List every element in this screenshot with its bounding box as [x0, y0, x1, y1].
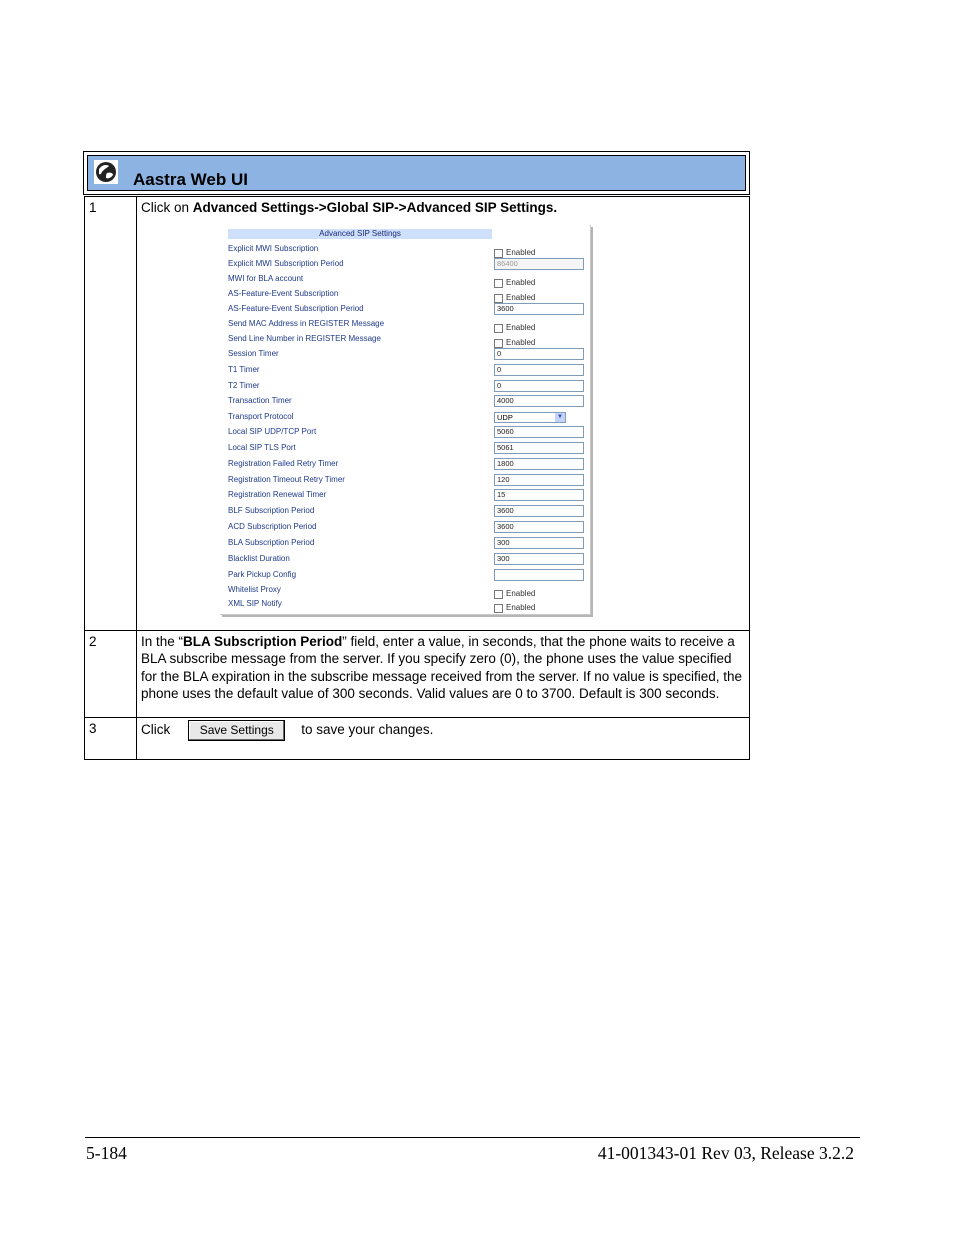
setting-input[interactable]: 3600: [494, 521, 584, 533]
step-text: to save your changes.: [301, 722, 434, 738]
select-value: UDP: [497, 413, 513, 423]
setting-label: MWI for BLA account: [228, 274, 304, 284]
setting-label: Transaction Timer: [228, 396, 292, 406]
step-text: Click: [141, 722, 171, 738]
setting-label: Send Line Number in REGISTER Message: [228, 334, 381, 344]
step-number: 3: [85, 718, 137, 760]
setting-input[interactable]: 0: [494, 380, 584, 392]
setting-label: T2 Timer: [228, 381, 260, 391]
setting-label: Registration Timeout Retry Timer: [228, 475, 345, 485]
checkbox-box[interactable]: [494, 294, 503, 303]
setting-label: Local SIP UDP/TCP Port: [228, 427, 317, 437]
setting-input[interactable]: 120: [494, 474, 584, 486]
setting-input[interactable]: 4000: [494, 395, 584, 407]
setting-label: Send MAC Address in REGISTER Message: [228, 319, 385, 329]
step-text: In the “: [141, 634, 184, 649]
setting-label: Transport Protocol: [228, 412, 294, 422]
step-number: 2: [85, 631, 137, 718]
step-number: 1: [85, 197, 137, 631]
field-name: BLA Subscription Period: [183, 634, 343, 649]
checkbox-label: Enabled: [506, 323, 536, 333]
setting-select[interactable]: [494, 412, 566, 423]
setting-input[interactable]: 3600: [494, 505, 584, 517]
checkbox-box[interactable]: [494, 249, 503, 258]
setting-input[interactable]: 15: [494, 489, 584, 501]
aastra-web-ui-header: [83, 151, 750, 195]
setting-label: Local SIP TLS Port: [228, 443, 296, 453]
checkbox-box[interactable]: [494, 604, 503, 613]
setting-label: Registration Renewal Timer: [228, 490, 327, 500]
header-title: Aastra Web UI: [133, 170, 248, 189]
setting-label: Explicit MWI Subscription Period: [228, 259, 344, 269]
setting-input[interactable]: [494, 569, 584, 581]
document-id: 41-001343-01 Rev 03, Release 3.2.2: [597, 1143, 854, 1163]
setting-input[interactable]: 300: [494, 537, 584, 549]
page-number: 5-184: [86, 1143, 127, 1163]
checkbox-label: Enabled: [506, 248, 536, 258]
setting-label: Registration Failed Retry Timer: [228, 459, 339, 469]
setting-input[interactable]: 300: [494, 553, 584, 565]
setting-label: Explicit MWI Subscription: [228, 244, 319, 254]
setting-label: XML SIP Notify: [228, 599, 282, 609]
setting-input[interactable]: 5061: [494, 442, 584, 454]
checkbox-box[interactable]: [494, 324, 503, 333]
setting-label: Blacklist Duration: [228, 554, 290, 564]
table-row: [85, 197, 750, 631]
globe-icon: [94, 160, 118, 184]
steps-table: [84, 196, 750, 760]
setting-input[interactable]: 3600: [494, 303, 584, 315]
table-row: [85, 631, 750, 718]
footer-rule: [85, 1137, 860, 1138]
setting-label: Whitelist Proxy: [228, 585, 281, 595]
setting-input[interactable]: 0: [494, 364, 584, 376]
step-menu-path: Advanced Settings->Global SIP->Advanced SIP Settings.: [192, 200, 558, 215]
setting-input[interactable]: 0: [494, 348, 584, 360]
save-settings-button[interactable]: Save Settings: [188, 720, 285, 741]
step-text: ” field, enter a value, in seconds, that the phone waits to receive a BLA subscribe message from the server. If you specify zero (0), the phone uses the value specified for the BLA expiration in the subscribe message received from the server. If no value is specified, the phone uses the default value of 300 seconds. Valid values are 0 to 3700. Default is 300 seconds.: [141, 634, 743, 701]
step-content: [137, 197, 750, 631]
setting-label: AS-Feature-Event Subscription: [228, 289, 339, 299]
setting-label: AS-Feature-Event Subscription Period: [228, 304, 364, 314]
setting-input[interactable]: 86400: [494, 258, 584, 270]
checkbox-label: Enabled: [506, 293, 536, 303]
setting-input[interactable]: 5060: [494, 426, 584, 438]
setting-input[interactable]: 1800: [494, 458, 584, 470]
step-text: Click on: [141, 200, 193, 215]
setting-label: Park Pickup Config: [228, 570, 297, 580]
checkbox-label: Enabled: [506, 603, 536, 613]
setting-label: T1 Timer: [228, 365, 260, 375]
checkbox-label: Enabled: [506, 278, 536, 288]
step-content: [137, 718, 750, 760]
screenshot-title: Advanced SIP Settings: [228, 229, 492, 239]
header-bar: [87, 155, 746, 191]
checkbox-label: Enabled: [506, 589, 536, 599]
step-content: [137, 631, 750, 718]
advanced-sip-settings-screenshot: [220, 225, 591, 615]
setting-checkbox[interactable]: [494, 599, 535, 617]
checkbox-box[interactable]: [494, 590, 503, 599]
setting-label: ACD Subscription Period: [228, 522, 317, 532]
checkbox-box[interactable]: [494, 339, 503, 348]
checkbox-label: Enabled: [506, 338, 536, 348]
checkbox-box[interactable]: [494, 279, 503, 288]
setting-label: Session Timer: [228, 349, 279, 359]
table-row: [85, 718, 750, 760]
setting-label: BLF Subscription Period: [228, 506, 315, 516]
setting-label: BLA Subscription Period: [228, 538, 315, 548]
chevron-down-icon[interactable]: ▼: [555, 413, 565, 422]
